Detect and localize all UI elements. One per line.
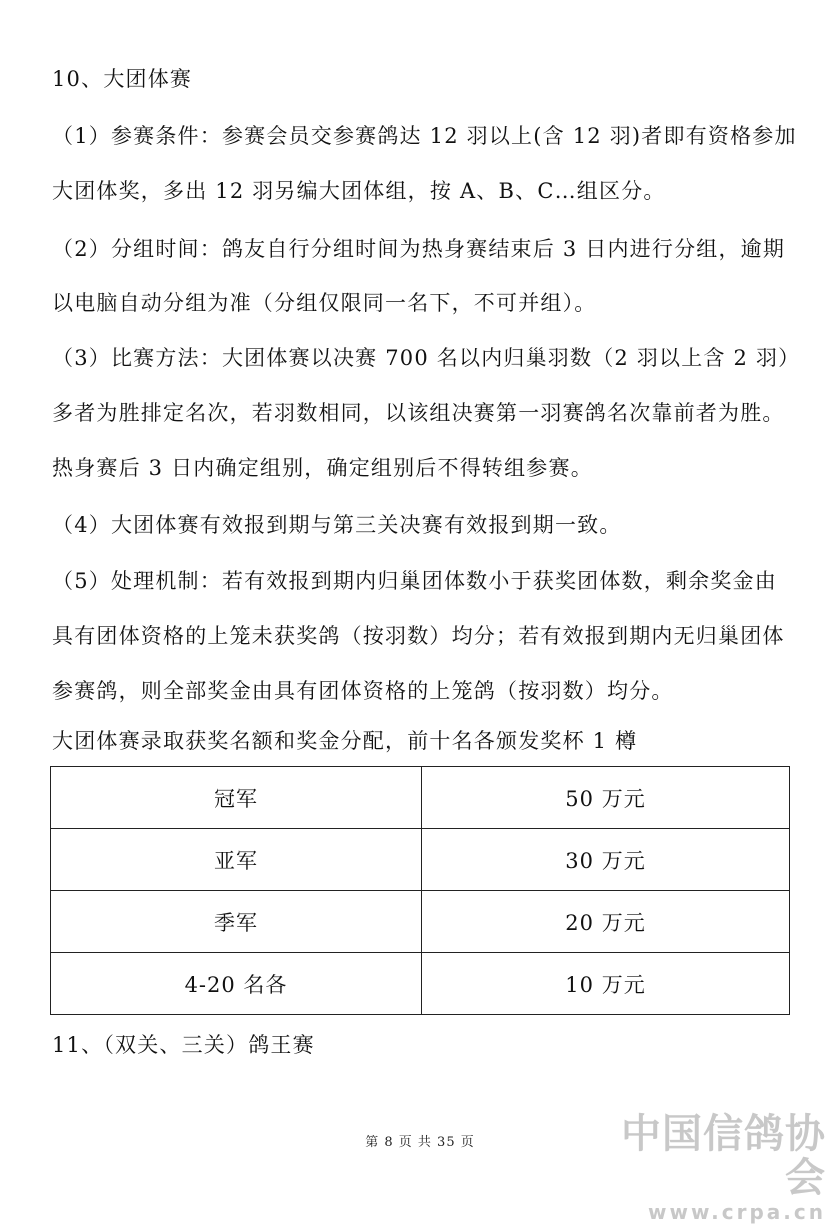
section-11-heading: 11、（双关、三关）鸽王赛 (52, 1033, 315, 1057)
table-row (51, 767, 790, 829)
page-number: 第 8 页 共 35 页 (365, 1135, 475, 1150)
paragraph-3-line-2: 多者为胜排定名次，若羽数相同，以该组决赛第一羽赛鸽名次靠前者为胜。 (52, 401, 785, 425)
amount-cell: 10 万元 (422, 953, 790, 1015)
watermark-name: 中国信鸽协会 (621, 1111, 826, 1201)
paragraph-3-line-1: （3）比赛方法：大团体赛以决赛 700 名以内归巢羽数（2 羽以上含 2 羽） (52, 346, 801, 370)
paragraph-5-line-2: 具有团体资格的上笼未获奖鸽（按羽数）均分；若有效报到期内无归巢团体 (52, 624, 785, 648)
paragraph-1-line-2: 大团体奖，多出 12 羽另编大团体组，按 A、B、C…组区分。 (52, 179, 666, 203)
table-caption: 大团体赛录取获奖名额和奖金分配，前十名各颁发奖杯 1 樽 (52, 729, 638, 753)
table-row (51, 953, 790, 1015)
rank-cell: 冠军 (51, 767, 422, 829)
paragraph-5-line-1: （5）处理机制：若有效报到期内归巢团体数小于获奖团体数，剩余奖金由 (52, 569, 777, 593)
paragraph-2-line-2: 以电脑自动分组为准（分组仅限同一名下，不可并组）。 (52, 291, 597, 315)
paragraph-4-line-1: （4）大团体赛有效报到期与第三关决赛有效报到期一致。 (52, 513, 622, 537)
watermark-url: www.crpa.cn (648, 1200, 826, 1224)
rank-cell: 季军 (51, 891, 422, 953)
paragraph-5-line-3: 参赛鸽，则全部奖金由具有团体资格的上笼鸽（按羽数）均分。 (52, 679, 674, 703)
paragraph-1-line-1: （1）参赛条件：参赛会员交参赛鸽达 12 羽以上(含 12 羽)者即有资格参加 (52, 124, 797, 148)
prize-table (50, 766, 790, 1015)
section-10-heading: 10、大团体赛 (52, 67, 193, 91)
rank-cell: 4-20 名各 (51, 953, 422, 1015)
amount-cell: 30 万元 (422, 829, 790, 891)
amount-cell: 20 万元 (422, 891, 790, 953)
amount-cell: 50 万元 (422, 767, 790, 829)
rank-cell: 亚军 (51, 829, 422, 891)
table-row (51, 891, 790, 953)
table-row (51, 829, 790, 891)
paragraph-3-line-3: 热身赛后 3 日内确定组别，确定组别后不得转组参赛。 (52, 456, 593, 480)
watermark (596, 1112, 826, 1224)
paragraph-2-line-1: （2）分组时间：鸽友自行分组时间为热身赛结束后 3 日内进行分组，逾期 (52, 237, 786, 261)
